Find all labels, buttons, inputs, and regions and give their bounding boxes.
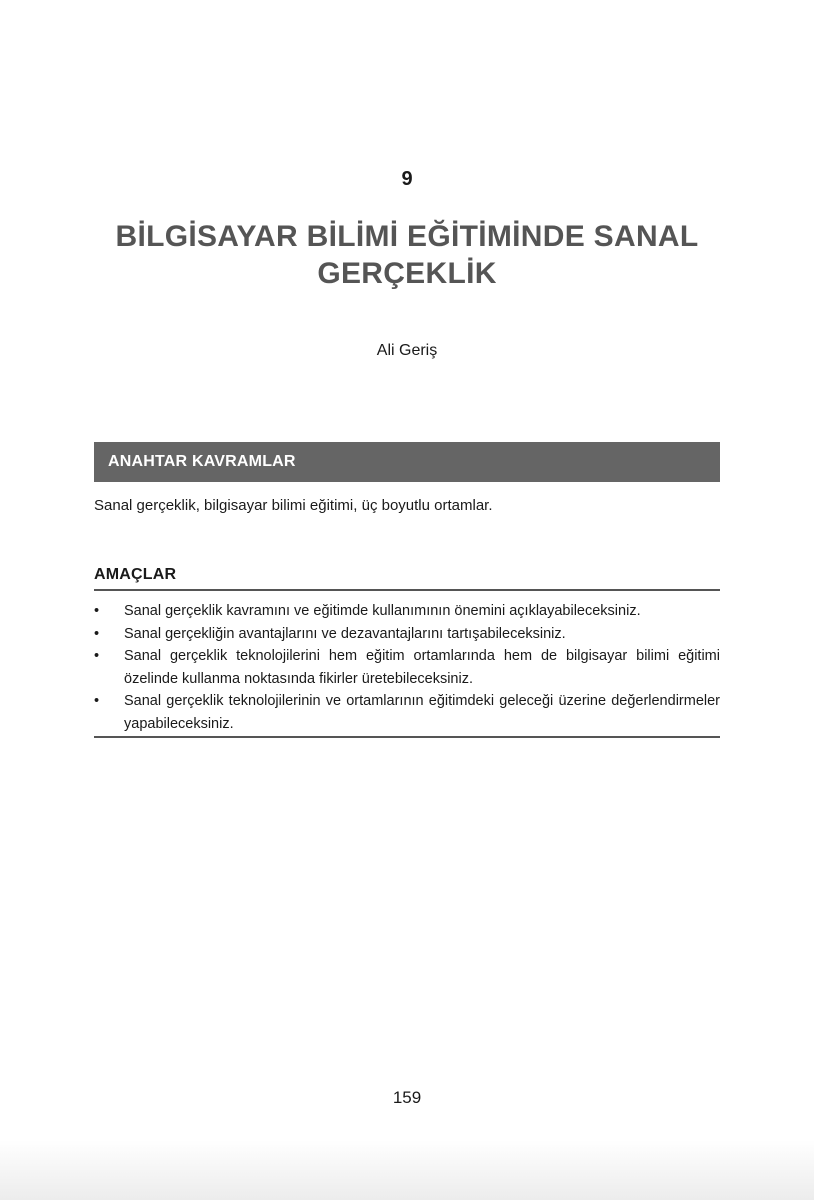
- objective-text: Sanal gerçekliğin avantajlarını ve dezavantajlarını tartışabileceksiniz.: [124, 625, 566, 642]
- keywords-heading-bar: [94, 442, 720, 482]
- objective-text: Sanal gerçeklik kavramını ve eğitimde kullanımının önemini açıklayabileceksiniz.: [124, 603, 641, 619]
- page-number: 159: [392, 1088, 422, 1107]
- objective-item: [94, 600, 720, 623]
- objective-text: Sanal gerçeklik teknolojilerinin ve ortamlarının eğitimdeki geleceği üzerine değerlendirmeler yapabileceksiniz.: [124, 693, 720, 732]
- page-bottom-shadow: [0, 1140, 814, 1200]
- author-name: Ali Geriş: [376, 342, 438, 359]
- chapter-number: 9: [401, 168, 413, 190]
- bullet-icon: •: [94, 603, 100, 619]
- objectives-top-rule: [94, 589, 720, 591]
- chapter-title: BİLGİSAYAR BİLİMİ EĞİTİMİNDE SANAL GERÇEKLİK: [115, 220, 699, 290]
- objective-item: [94, 690, 720, 735]
- objectives-list: [94, 600, 720, 735]
- objective-text: Sanal gerçeklik teknolojilerini hem eğitim ortamlarında hem de bilgisayar bilimi eğitimi özelinde kullanma noktasında fikirler üretebileceksiniz.: [124, 648, 720, 687]
- bullet-icon: •: [94, 693, 100, 709]
- keywords-text: Sanal gerçeklik, bilgisayar bilimi eğitimi, üç boyutlu ortamlar.: [94, 497, 493, 514]
- objectives-bottom-rule: [94, 736, 720, 738]
- bullet-icon: •: [94, 648, 100, 664]
- objectives-heading: AMAÇLAR: [94, 566, 177, 583]
- bullet-icon: •: [94, 625, 100, 642]
- objective-item: [94, 623, 720, 646]
- keywords-heading: ANAHTAR KAVRAMLAR: [108, 453, 296, 470]
- objective-item: [94, 645, 720, 690]
